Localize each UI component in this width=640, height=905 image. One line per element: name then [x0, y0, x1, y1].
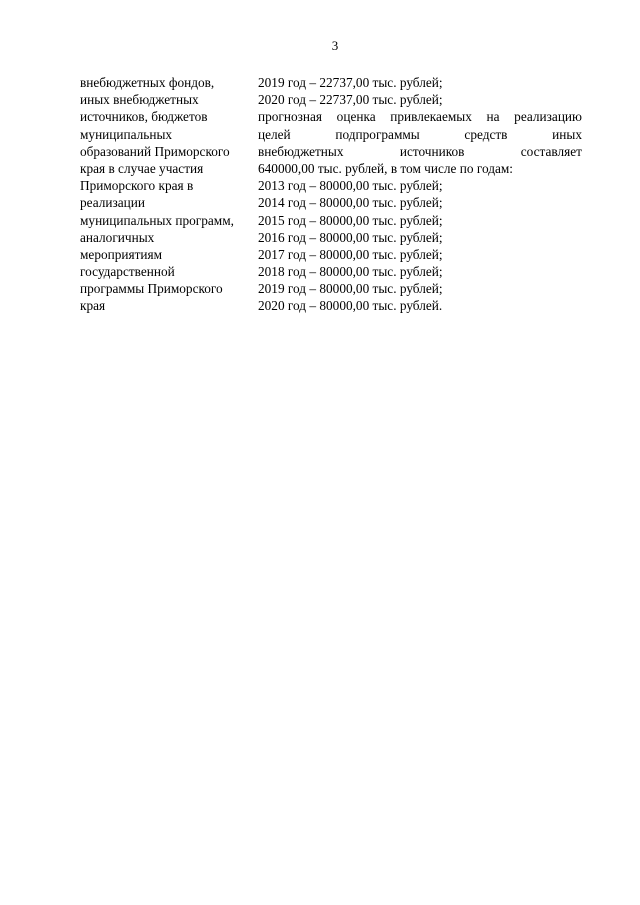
amount-line: целей подпрограммы средств иных [258, 126, 582, 142]
label-line: муниципальных [80, 126, 173, 142]
amount-line: 2014 год – 80000,00 тыс. рублей; [258, 195, 443, 211]
label-line: программы Приморского [80, 281, 223, 297]
label-line: аналогичных [80, 229, 155, 245]
amount-line: 2013 год – 80000,00 тыс. рублей; [258, 178, 443, 194]
label-line: внебюджетных фондов, [80, 75, 215, 90]
label-line: мероприятиям [80, 246, 163, 262]
label-line: Приморского края в [80, 178, 194, 194]
label-line: образований Приморского [80, 143, 230, 159]
amount-line: 2015 год – 80000,00 тыс. рублей; [258, 212, 443, 228]
amount-line: 640000,00 тыс. рублей, в том числе по годам: [258, 160, 514, 176]
amount-line: 2019 год – 80000,00 тыс. рублей; [258, 281, 443, 297]
funding-source-label [80, 74, 252, 315]
amount-line: 2018 год – 80000,00 тыс. рублей; [258, 264, 443, 280]
amount-line: внебюджетных источников составляет [258, 143, 582, 159]
amount-line: 2020 год – 80000,00 тыс. рублей. [258, 298, 443, 314]
amount-line: 2019 год – 22737,00 тыс. рублей; [258, 75, 443, 90]
amount-line: прогнозная оценка привлекаемых на реализацию [258, 109, 582, 125]
label-line: иных внебюджетных [80, 92, 199, 108]
page-number: 3 [331, 38, 339, 53]
amount-line: 2020 год – 22737,00 тыс. рублей; [258, 92, 443, 108]
funding-amounts [258, 74, 582, 315]
label-line: государственной [80, 264, 175, 280]
label-line: края [80, 298, 106, 314]
label-line: муниципальных программ, [80, 212, 234, 228]
amount-line: 2017 год – 80000,00 тыс. рублей; [258, 246, 443, 262]
label-line: реализации [80, 195, 145, 211]
label-line: источников, бюджетов [80, 109, 208, 125]
amount-line: 2016 год – 80000,00 тыс. рублей; [258, 229, 443, 245]
label-line: края в случае участия [80, 160, 204, 176]
